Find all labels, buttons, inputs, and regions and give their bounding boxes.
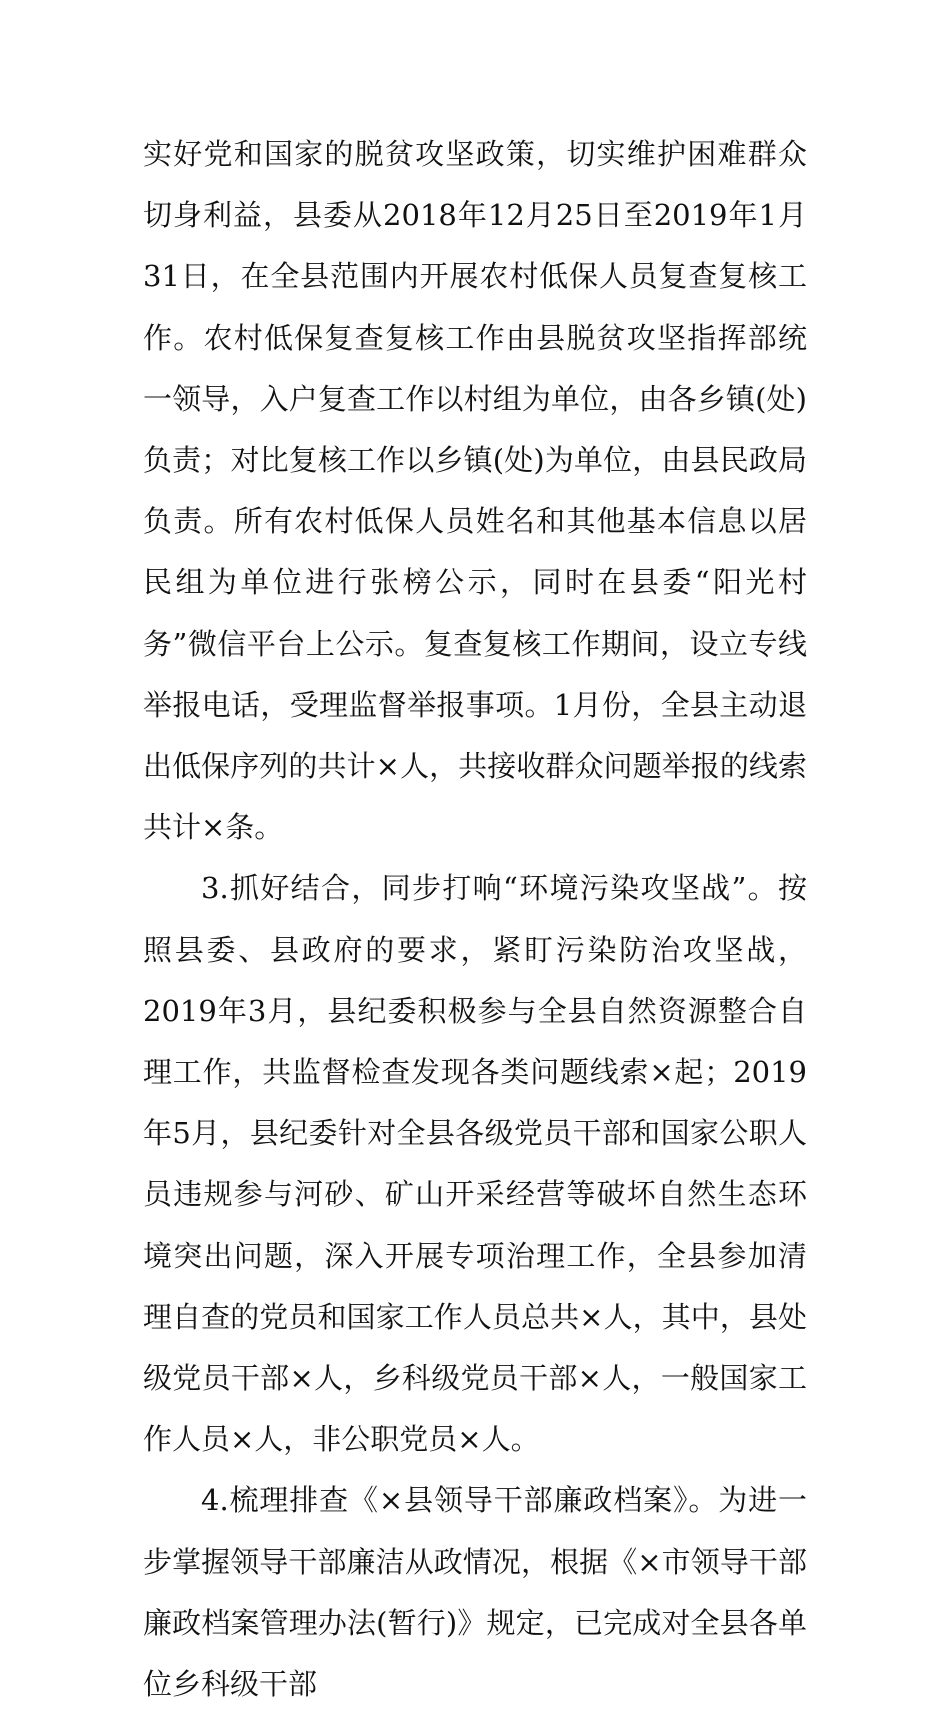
body-text xyxy=(143,124,807,1715)
paragraph-low-income-review: 实好党和国家的脱贫攻坚政策，切实维护困难群众切身利益，县委从2018年12月25日至2019年1月31日，在全县范围内开展农村低保人员复查复核工作。农村低保复查复核工作由县脱贫攻坚指挥部统一领导，入户复查工作以村组为单位，由各乡镇(处)负责；对比复核工作以乡镇(处)为单位，由县民政局负责。所有农村低保人员姓名和其他基本信息以居民组为单位进行张榜公示，同时在县委“阳光村务”微信平台上公示。复查复核工作期间，设立专线举报电话，受理监督举报事项。1月份，全县主动退出低保序列的共计×人，共接收群众问题举报的线索共计×条。 xyxy=(143,137,807,845)
paragraph-integrity-archive: 4.梳理排查《×县领导干部廉政档案》。为进一步掌握领导干部廉洁从政情况，根据《×市领导干部廉政档案管理办法(暂行)》规定，已完成对全县各单位乡科级干部 xyxy=(143,1483,807,1702)
paragraph-environment-campaign: 3.抓好结合，同步打响“环境污染攻坚战”。按照县委、县政府的要求，紧盯污染防治攻坚战，2019年3月，县纪委积极参与全县自然资源整合自理工作，共监督检查发现各类问题线索×起；2019年5月，县纪委针对全县各级党员干部和国家公职人员违规参与河砂、矿山开采经营等破坏自然生态环境突出问题，深入开展专项治理工作，全县参加清理自查的党员和国家工作人员总共×人，其中，县处级党员干部×人，乡科级党员干部×人，一般国家工作人员×人，非公职党员×人。 xyxy=(143,871,807,1457)
